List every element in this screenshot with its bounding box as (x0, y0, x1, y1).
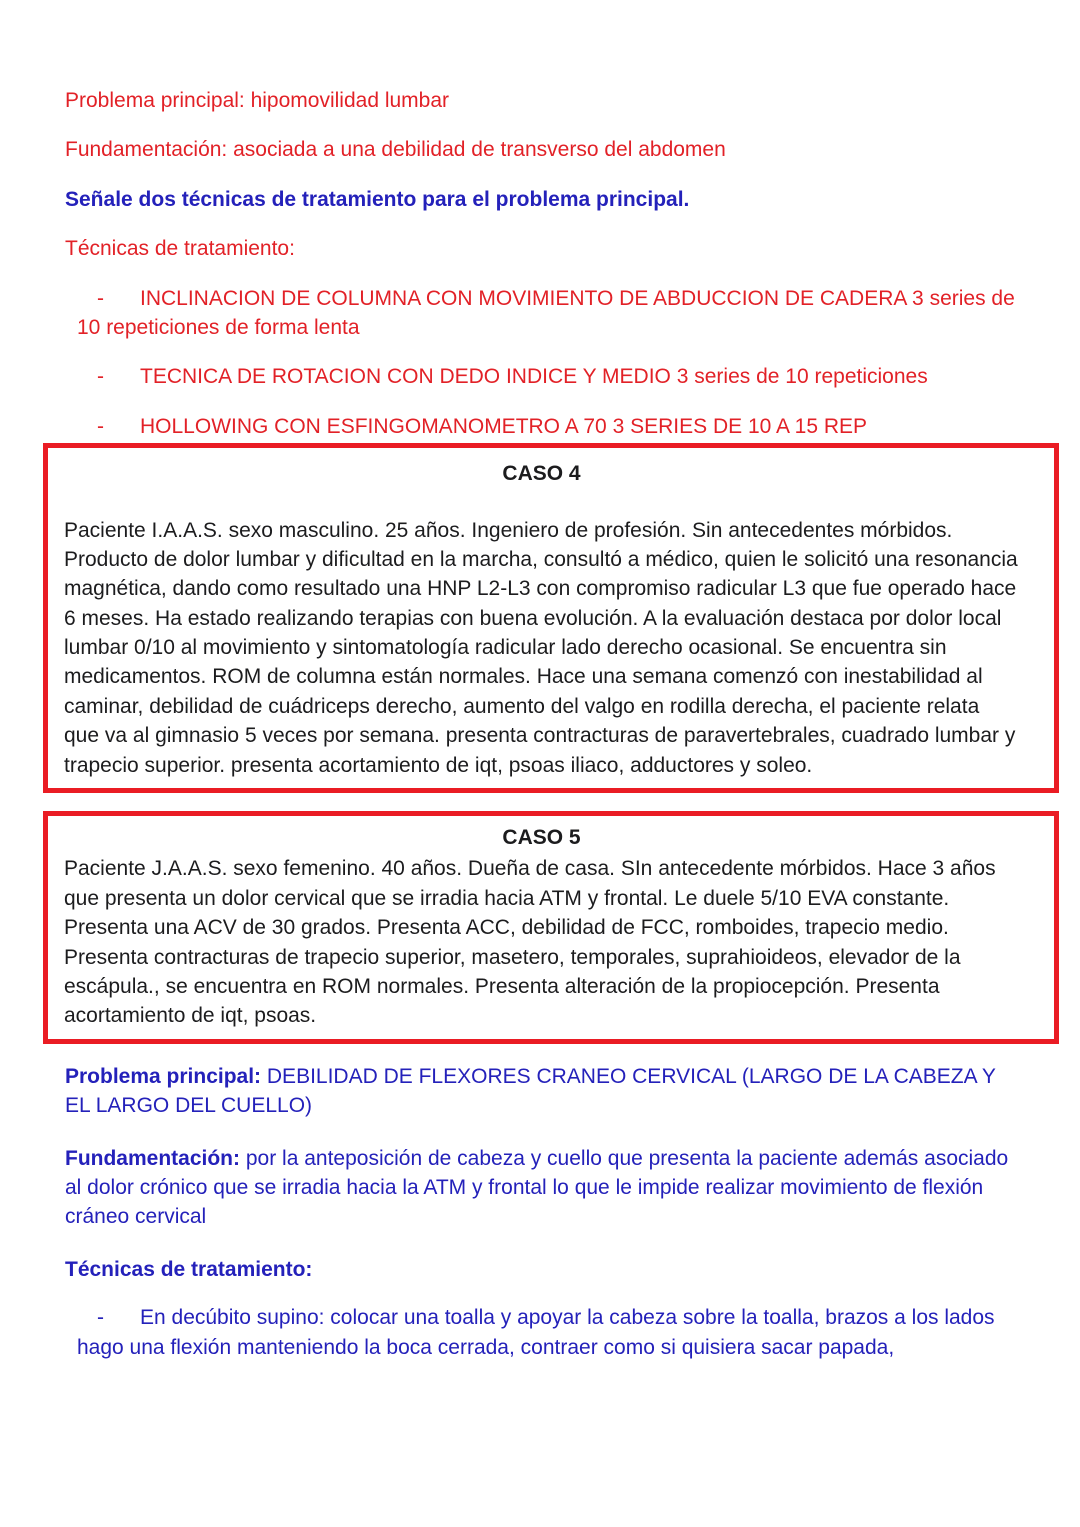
tecnica-bullet-1-text: INCLINACION DE COLUMNA CON MOVIMIENTO DE ABDUCCION DE CADERA 3 series de 10 repeticiones de forma lenta (77, 286, 1015, 339)
tecnica-bullet-1 (65, 284, 1016, 343)
problema-principal-2-label: Problema principal: (65, 1064, 262, 1088)
tecnica-bullet-3-text: HOLLOWING CON ESFINGOMANOMETRO A 70 3 SERIES DE 10 A 15 REP (140, 414, 868, 438)
caso5-paragraph-2: Presenta una ACV de 30 grados. Presenta ACC, debilidad de FCC, romboides, trapecio medio. (64, 916, 949, 940)
instruccion-heading: Señale dos técnicas de tratamiento para el problema principal. (65, 187, 690, 211)
caso5-title: CASO 5 (502, 826, 581, 850)
caso5-body (64, 854, 1019, 1030)
problema-principal-1: Problema principal: hipomovilidad lumbar (65, 89, 450, 112)
fundamentacion-2 (65, 1144, 1016, 1232)
tecnica-bullet-blue-1 (65, 1303, 1016, 1362)
problema-principal-2 (65, 1062, 1016, 1121)
caso5-paragraph-1: Paciente J.A.A.S. sexo femenino. 40 años. Dueña de casa. SIn antecedente mórbidos. Hace 3 años que presenta un dolor cervical que se irradia hacia ATM y frontal. Le duele 5/10 EVA constante. (64, 857, 996, 910)
caso4-box (43, 443, 1059, 793)
tecnica-bullet-2-text: TECNICA DE ROTACION CON DEDO INDICE Y MEDIO 3 series de 10 repeticiones (140, 365, 928, 389)
fundamentacion-1: Fundamentación: asociada a una debilidad de transverso del abdomen (65, 138, 726, 162)
bullet-dash: - (97, 286, 104, 310)
fundamentacion-2-label: Fundamentación: (65, 1146, 241, 1170)
bullet-dash: - (97, 414, 104, 438)
caso4-body (64, 516, 1019, 781)
problema-principal-2-text: DEBILIDAD DE FLEXORES CRANEO CERVICAL (LARGO DE LA CABEZA Y EL LARGO DEL CUELLO) (65, 1064, 996, 1118)
tecnica-bullet-blue-1-text: En decúbito supino: colocar una toalla y apoyar la cabeza sobre la toalla, brazos a los lados hago una flexión manteniendo la boca cerrada, contraer como si quisiera sacar papada, (77, 1306, 995, 1359)
bullet-dash: - (97, 1306, 104, 1330)
fundamentacion-2-text: por la anteposición de cabeza y cuello que presenta la paciente además asociado al dolor crónico que se irradia hacia la ATM y frontal lo que le impide realizar movimiento de flexión cráneo cervical (65, 1146, 1009, 1229)
caso4-title: CASO 4 (502, 462, 581, 486)
caso5-box (43, 811, 1059, 1044)
caso5-paragraph-3: Presenta contracturas de trapecio superior, masetero, temporales, suprahioideos, elevador de la escápula., se encuentra en ROM normales. Presenta alteración de la propiocepción. Presenta acortamiento de iqt, psoas. (64, 945, 961, 1028)
tecnica-bullet-2 (65, 362, 1016, 391)
answer-section (65, 1062, 1016, 1362)
caso4-paragraph: Paciente I.A.A.S. sexo masculino. 25 años. Ingeniero de profesión. Sin antecedentes mórbidos. Producto de dolor lumbar y dificultad en la marcha, consultó a médico, quien le solicitó una resonancia magnética, dando como resultado una HNP L2-L3 con compromiso radicular L3 que fue operado hace 6 meses. Ha estado realizando terapias con buena evolución. A la evaluación destaca por dolor local lumbar 0/10 al movimiento y sintomatología radicular lado derecho ocasional. Se encuentra sin medicamentos. ROM de columna están normales. Hace una semana comenzó con inestabilidad al caminar, debilidad de cuádriceps derecho, aumento del valgo en rodilla derecha, el paciente relata que va al gimnasio 5 veces por semana. presenta contracturas de paravertebrales, cuadrado lumbar y trapecio superior. presenta acortamiento de iqt, psoas iliaco, adductores y soleo. (64, 518, 1018, 777)
tecnicas-label-1: Técnicas de tratamiento: (65, 237, 295, 261)
tecnica-bullet-3 (65, 412, 1016, 441)
bullet-dash: - (97, 365, 104, 389)
tecnicas-label-2: Técnicas de tratamiento: (65, 1257, 313, 1281)
